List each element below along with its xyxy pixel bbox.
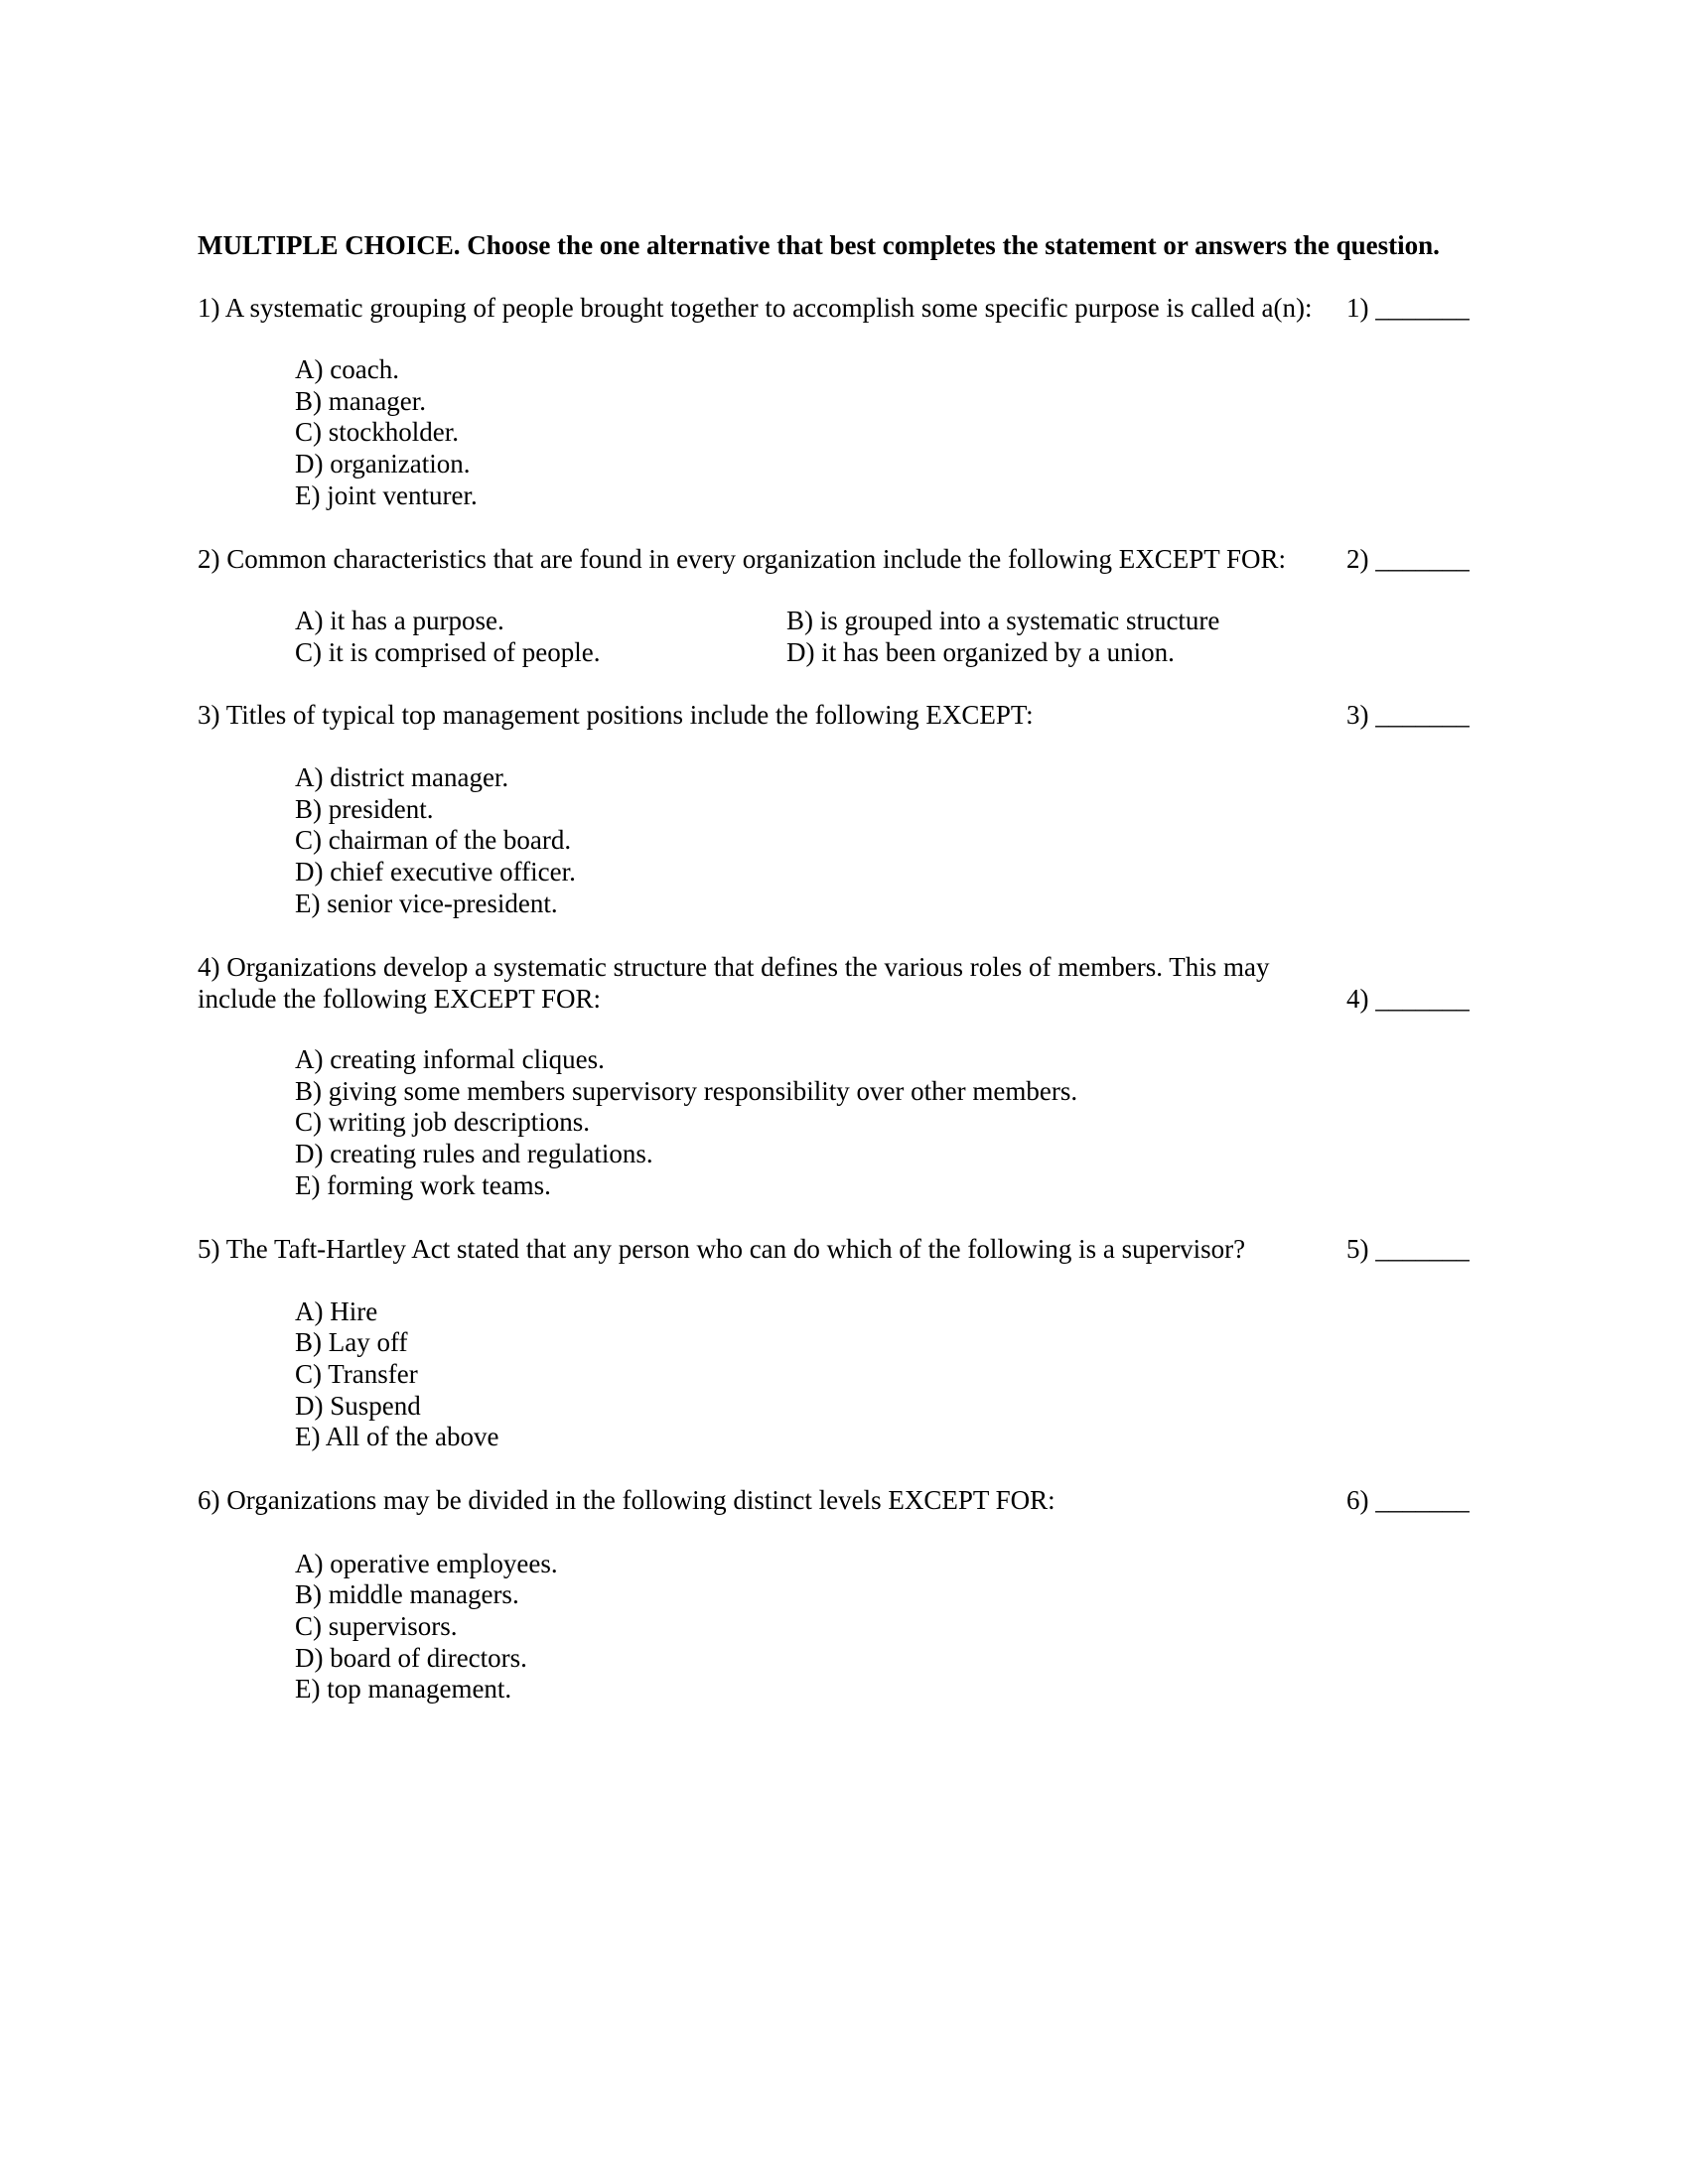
option-2-a[interactable]: A) it has a purpose. bbox=[295, 606, 504, 635]
option-1-b[interactable]: B) manager. bbox=[295, 386, 426, 416]
option-2-c[interactable]: C) it is comprised of people. bbox=[295, 637, 601, 667]
question-2-text: 2) Common characteristics that are found in every organization include the following EXCEPT FOR: bbox=[198, 544, 1287, 574]
option-3-e[interactable]: E) senior vice-president. bbox=[295, 888, 558, 918]
answer-blank-6[interactable]: 6) _______ bbox=[1346, 1485, 1470, 1515]
option-6-e[interactable]: E) top management. bbox=[295, 1674, 512, 1704]
option-5-b[interactable]: B) Lay off bbox=[295, 1327, 408, 1357]
option-4-b[interactable]: B) giving some members supervisory responsibility over other members. bbox=[295, 1076, 1078, 1106]
option-4-a[interactable]: A) creating informal cliques. bbox=[295, 1044, 605, 1074]
option-4-e[interactable]: E) forming work teams. bbox=[295, 1170, 551, 1200]
option-5-a[interactable]: A) Hire bbox=[295, 1297, 378, 1326]
option-4-c[interactable]: C) writing job descriptions. bbox=[295, 1107, 590, 1137]
option-3-b[interactable]: B) president. bbox=[295, 794, 434, 824]
option-3-a[interactable]: A) district manager. bbox=[295, 762, 509, 792]
option-2-b[interactable]: B) is grouped into a systematic structure bbox=[786, 606, 1220, 635]
question-5-text: 5) The Taft-Hartley Act stated that any person who can do which of the following is a supervisor? bbox=[198, 1234, 1246, 1264]
option-1-c[interactable]: C) stockholder. bbox=[295, 417, 459, 447]
option-5-c[interactable]: C) Transfer bbox=[295, 1359, 418, 1389]
answer-blank-2[interactable]: 2) _______ bbox=[1346, 544, 1470, 574]
option-3-c[interactable]: C) chairman of the board. bbox=[295, 825, 572, 855]
option-6-a[interactable]: A) operative employees. bbox=[295, 1549, 558, 1578]
option-1-a[interactable]: A) coach. bbox=[295, 354, 399, 384]
option-5-e[interactable]: E) All of the above bbox=[295, 1422, 499, 1451]
question-3-text: 3) Titles of typical top management positions include the following EXCEPT: bbox=[198, 700, 1034, 730]
option-6-d[interactable]: D) board of directors. bbox=[295, 1643, 527, 1673]
answer-blank-5[interactable]: 5) _______ bbox=[1346, 1234, 1470, 1264]
option-3-d[interactable]: D) chief executive officer. bbox=[295, 857, 576, 887]
question-4-text: 4) Organizations develop a systematic structure that defines the various roles of members. This may bbox=[198, 952, 1270, 982]
option-6-b[interactable]: B) middle managers. bbox=[295, 1579, 519, 1609]
option-4-d[interactable]: D) creating rules and regulations. bbox=[295, 1139, 653, 1168]
instructions-heading: MULTIPLE CHOICE. Choose the one alternative that best completes the statement or answers the question. bbox=[198, 230, 1440, 260]
question-1-text: 1) A systematic grouping of people brought together to accomplish some specific purpose is called a(n): bbox=[198, 293, 1313, 323]
question-4-text: include the following EXCEPT FOR: bbox=[198, 984, 601, 1014]
option-1-d[interactable]: D) organization. bbox=[295, 449, 471, 478]
question-6-text: 6) Organizations may be divided in the following distinct levels EXCEPT FOR: bbox=[198, 1485, 1055, 1515]
answer-blank-1[interactable]: 1) _______ bbox=[1346, 293, 1470, 323]
option-2-d[interactable]: D) it has been organized by a union. bbox=[786, 637, 1175, 667]
option-6-c[interactable]: C) supervisors. bbox=[295, 1611, 458, 1641]
option-1-e[interactable]: E) joint venturer. bbox=[295, 480, 478, 510]
answer-blank-3[interactable]: 3) _______ bbox=[1346, 700, 1470, 730]
option-5-d[interactable]: D) Suspend bbox=[295, 1391, 421, 1421]
answer-blank-4[interactable]: 4) _______ bbox=[1346, 984, 1470, 1014]
